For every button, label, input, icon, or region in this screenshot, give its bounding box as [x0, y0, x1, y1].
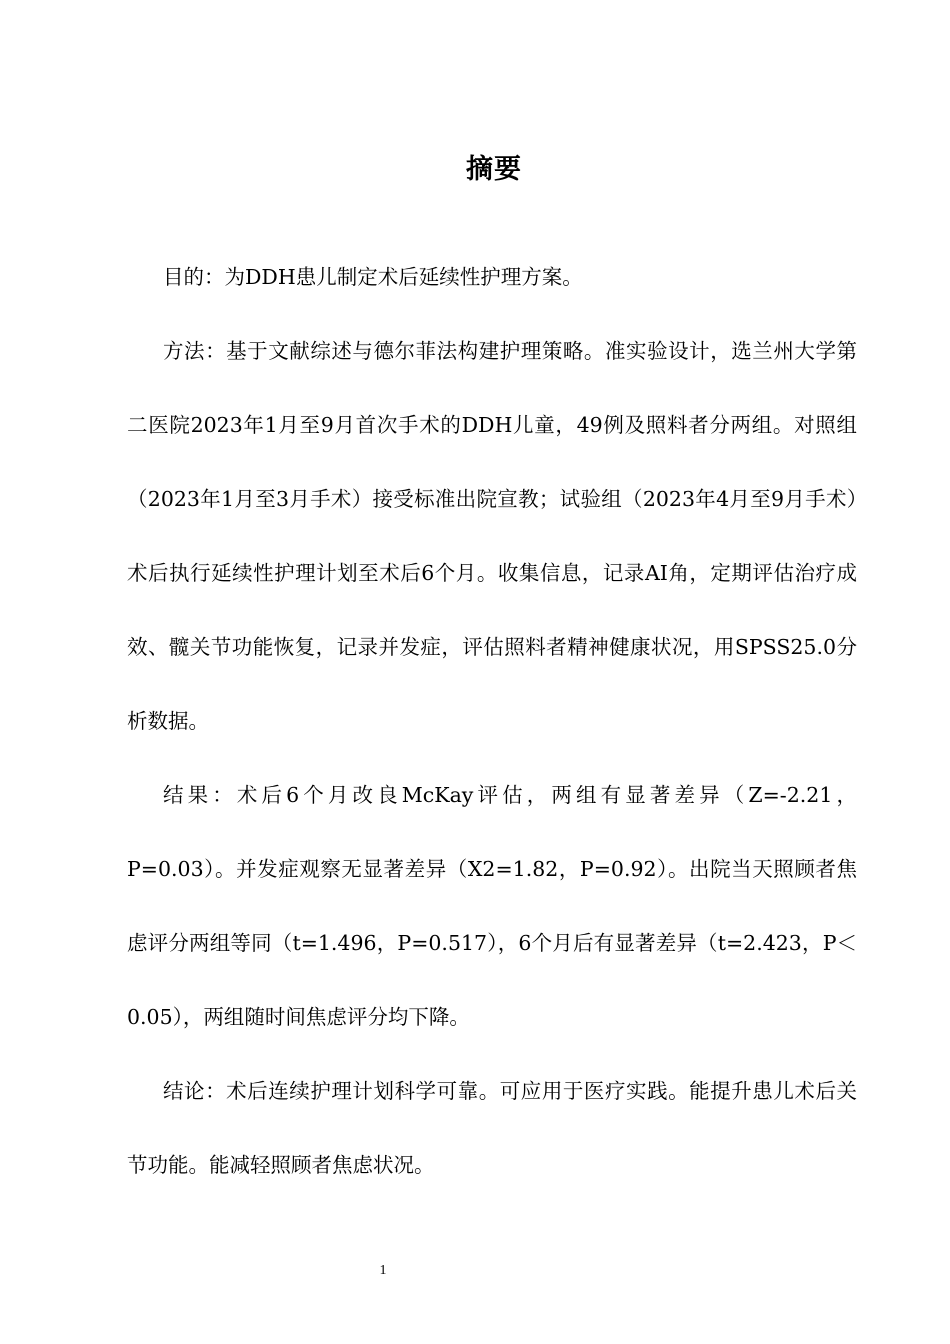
abstract-body [127, 240, 857, 1202]
paragraph-methods: 方法：基于文献综述与德尔菲法构建护理策略。准实验设计，选兰州大学第二医院2023年1月至9月首次手术的DDH儿童，49例及照料者分两组。对照组（2023年1月至3月手术）接受标准出院宣教；试验组（2023年4月至9月手术）术后执行延续性护理计划至术后6个月。收集信息，记录AI角，定期评估治疗成效、髋关节功能恢复，记录并发症，评估照料者精神健康状况，用SPSS25.0分析数据。 [127, 339, 857, 733]
page-title: 摘要 [466, 154, 522, 185]
paragraph-conclusion: 结论：术后连续护理计划科学可靠。可应用于医疗实践。能提升患儿术后关节功能。能减轻照顾者焦虑状况。 [127, 1079, 857, 1177]
paragraph-results: 结果：术后6个月改良McKay评估，两组有显著差异（Z=-2.21，P=0.03）。并发症观察无显著差异（X2=1.82，P=0.92）。出院当天照顾者焦虑评分两组等同（t=1.496，P=0.517），6个月后有显著差异（t=2.423，P＜0.05），两组随时间焦虑评分均下降。 [127, 783, 857, 1029]
paragraph-objective: 目的：为DDH患儿制定术后延续性护理方案。 [163, 265, 583, 289]
page-number: 1 [379, 1263, 387, 1278]
